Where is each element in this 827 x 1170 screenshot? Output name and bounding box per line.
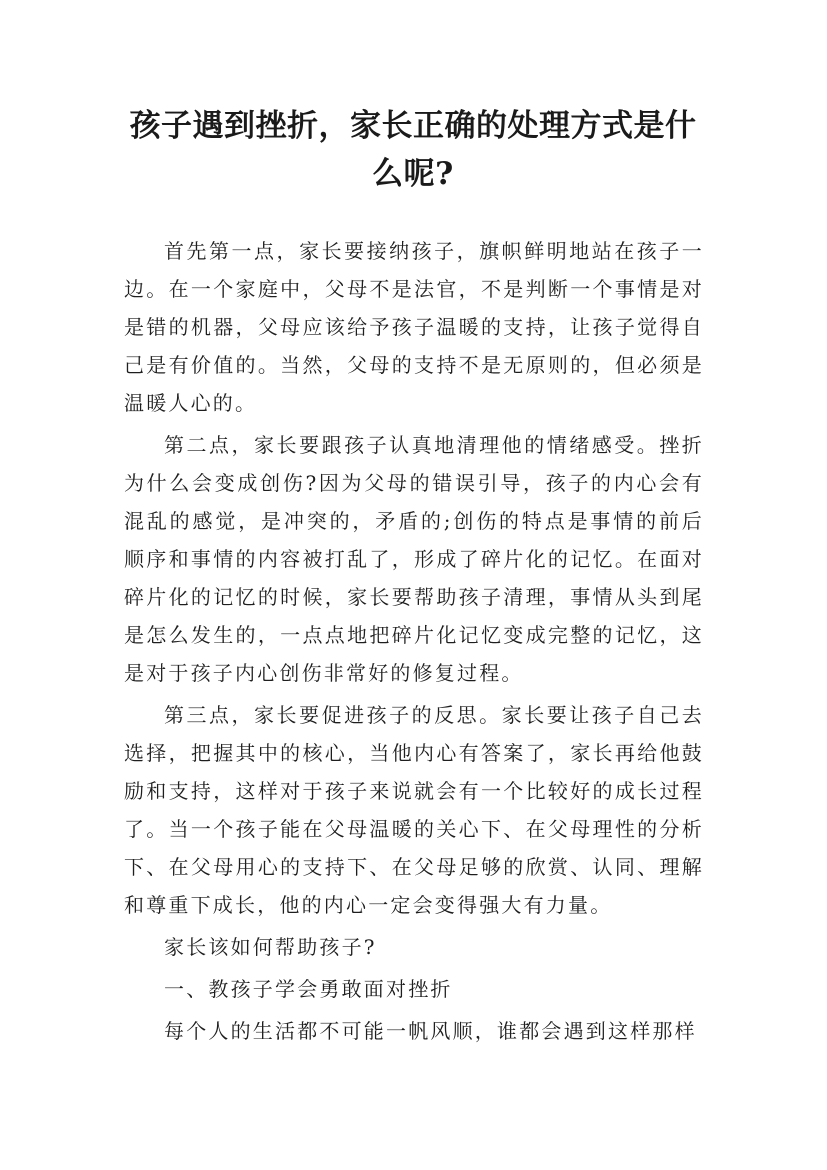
section-heading-1: 一、教孩子学会勇敢面对挫折 <box>164 977 453 1001</box>
paragraph-4: 每个人的生活都不可能一帆风顺，谁都会遇到这样那样 <box>164 1019 697 1043</box>
paragraph-1: 首先第一点，家长要接纳孩子，旗帜鲜明地站在孩子一边。在一个家庭中，父母不是法官，不是判断一个事情是对是错的机器，父母应该给予孩子温暖的支持，让孩子觉得自己是有价值的。当然，父母的支持不是无原则的，但必须是温暖人心的。 <box>124 239 704 415</box>
section-question: 家长该如何帮助孩子? <box>164 935 377 959</box>
paragraph-3: 第三点，家长要促进孩子的反思。家长要让孩子自己去选择，把握其中的核心，当他内心有答案了，家长再给他鼓励和支持，这样对于孩子来说就会有一个比较好的成长过程了。当一个孩子能在父母温暖的关心下、在父母理性的分析下、在父母用心的支持下、在父母足够的欣赏、认同、理解和尊重下成长，他的内心一定会变得强大有力量。 <box>124 703 704 917</box>
document-title: 孩子遇到挫折，家长正确的处理方式是什么呢? <box>129 108 697 192</box>
paragraph-2: 第二点，家长要跟孩子认真地清理他的情绪感受。挫折为什么会变成创伤?因为父母的错误引导，孩子的内心会有混乱的感觉，是冲突的，矛盾的;创伤的特点是事情的前后顺序和事情的内容被打乱了，形成了碎片化的记忆。在面对碎片化的记忆的时候，家长要帮助孩子清理，事情从头到尾是怎么发生的，一点点地把碎片化记忆变成完整的记忆，这是对于孩子内心创伤非常好的修复过程。 <box>124 433 704 685</box>
document-body <box>124 232 704 1054</box>
